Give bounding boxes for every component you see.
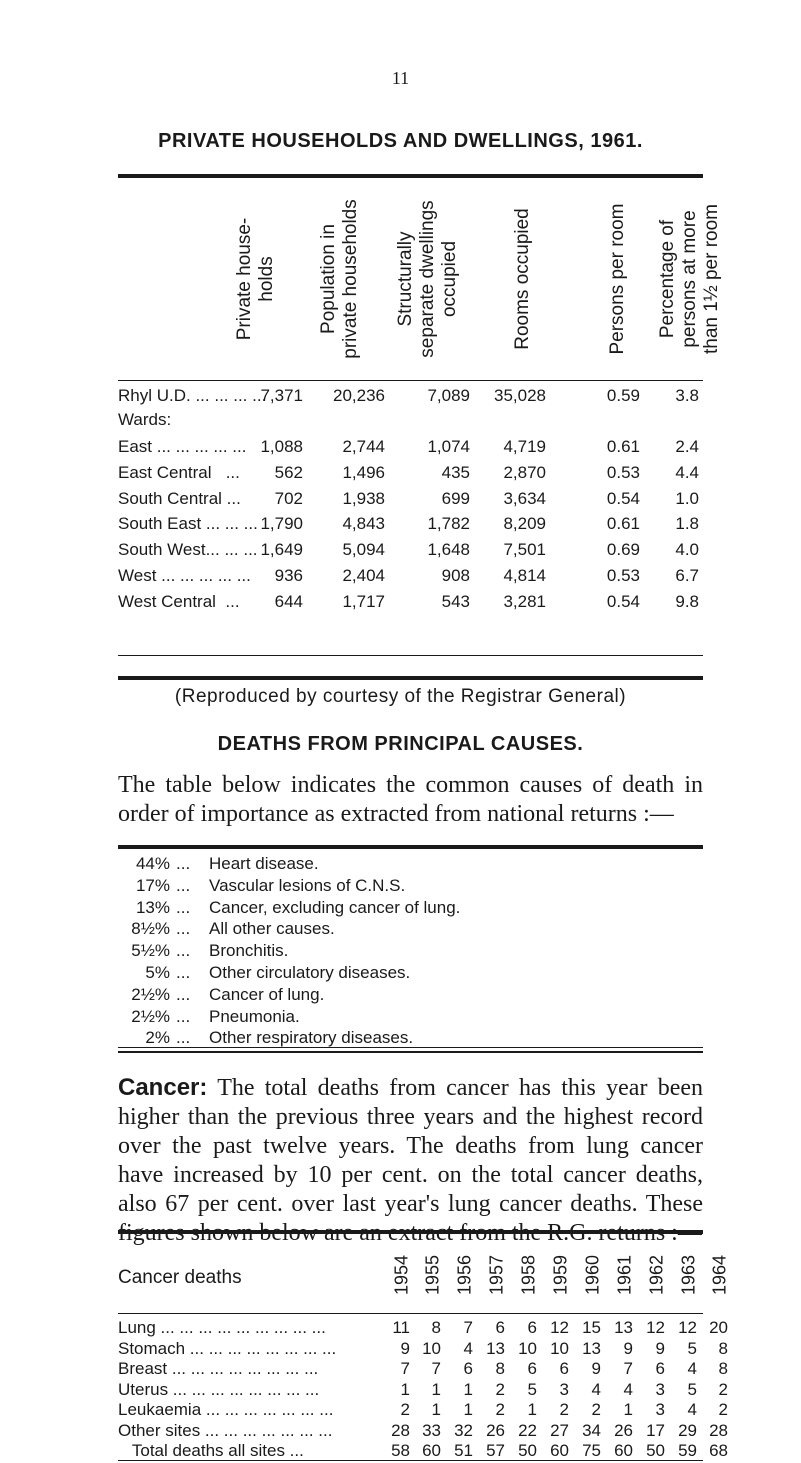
table-cell: 7 [431,1359,441,1378]
households-column-header-label: Population in private households [318,199,361,359]
table-cell: 26 [486,1420,505,1440]
cancer-lead: Cancer: [118,1074,208,1101]
table-cell: 1,717 [342,591,385,611]
table-cell: 3,634 [503,488,546,508]
table-cell: 2.4 [675,437,699,456]
table-cell: 4,814 [503,566,546,585]
table-cell: 4 [463,1338,473,1358]
table-cell: 60 [550,1441,569,1460]
table-cell: 75 [582,1441,601,1460]
table-cell: 2 [559,1400,569,1419]
table-cell: 5 [527,1379,537,1399]
table-cell: 0.69 [606,540,640,560]
row-label: Stomach ... ... ... ... ... ... ... ... [118,1338,337,1358]
year-label: 1957 [486,1254,507,1296]
year-label: 1963 [678,1254,699,1296]
table-cell: 543 [441,591,470,611]
table-row [118,1318,728,1340]
cancer-table-top-rule [118,1230,703,1234]
table-cell: 4 [623,1379,633,1399]
table-cell: 50 [646,1441,665,1460]
table-cell: 5,094 [342,540,385,560]
table-cell: 1,074 [427,437,470,456]
row-label: Total deaths all sites ... [118,1441,304,1460]
table-cell: 435 [441,462,470,482]
table-cell: 908 [441,566,470,585]
table-cell: 33 [422,1420,441,1440]
year-label: 1954 [391,1254,412,1296]
table-cell: 1,782 [427,514,470,534]
table-cell: 562 [274,462,303,482]
cause-leader-dots: ... [176,984,191,1004]
year-header [514,1245,544,1305]
row-label: Wards: [118,410,172,429]
cause-percentage: 13% [135,897,170,917]
cause-percentage: 5½% [131,941,170,961]
table-cell: 13 [486,1338,505,1358]
table-cell: 1.0 [675,488,699,508]
table-cell: 1 [431,1379,441,1399]
table-cell: 6 [495,1318,505,1337]
year-header [610,1245,640,1305]
households-column-header [657,180,723,378]
table-cell: 27 [550,1420,569,1440]
households-title: PRIVATE HOUSEHOLDS AND DWELLINGS, 1961. [158,130,643,152]
table-row [118,592,703,614]
households-column-header-label: Percentage of persons at more than 1½ per room [657,204,722,354]
table-cell: 1 [527,1400,537,1419]
table-row [118,386,703,408]
table-cell: 29 [678,1420,697,1440]
cause-name: Pneumonia. [209,1006,300,1026]
table-cell: 2 [718,1379,728,1399]
table-row [118,514,703,536]
year-header [705,1245,735,1305]
table-cell: 10 [422,1338,441,1358]
table-cell: 1,649 [260,540,303,560]
table-cell: 8,209 [503,514,546,534]
year-label: 1958 [518,1254,539,1296]
table-cell: 2 [718,1400,728,1419]
table-cell: 32 [454,1420,473,1440]
cause-percentage: 17% [135,875,170,895]
table-cell: 9 [591,1359,601,1378]
table-row [118,1359,728,1381]
table-cell: 10 [518,1338,537,1358]
table-cell: 2,870 [503,462,546,482]
table-cell: 4 [687,1400,697,1419]
table-cell: 13 [614,1318,633,1337]
households-column-header-label: Structurally separate dwellings occupied [395,200,460,358]
causes-top-rule [118,845,703,849]
table-cell: 0.61 [606,514,640,534]
table-cell: 2,404 [342,566,385,585]
cause-leader-dots: ... [176,1028,191,1048]
table-cell: 22 [518,1420,537,1440]
cause-leader-dots: ... [176,919,191,939]
table-cell: 6.7 [675,566,699,585]
table-cell: 13 [582,1338,601,1358]
cause-leader-dots: ... [176,941,191,961]
year-label: 1960 [582,1254,603,1296]
table-cell: 702 [274,488,303,508]
table-cell: 1 [400,1379,410,1399]
table-cell: 4,719 [503,437,546,456]
table-cell: 6 [463,1359,473,1378]
cancer-paragraph [118,1073,703,1248]
year-header [418,1245,448,1305]
table-cell: 6 [559,1359,569,1378]
table-cell: 10 [550,1338,569,1358]
table-cell: 1 [463,1379,473,1399]
table-cell: 34 [582,1420,601,1440]
year-header [674,1245,704,1305]
cancer-header-rule [118,1313,703,1314]
table-row [118,1338,728,1361]
table-cell: 7,501 [503,540,546,560]
cause-percentage: 2½% [131,984,170,1004]
table-cell: 2 [591,1400,601,1419]
table-cell: 3 [655,1379,665,1399]
cause-name: Other respiratory diseases. [209,1028,414,1048]
header-rule [118,380,703,381]
table-cell: 12 [550,1318,569,1337]
table-cell: 7 [463,1318,473,1337]
table-cell: 936 [274,566,303,585]
table-cell: 3,281 [503,591,546,611]
row-label: Breast ... ... ... ... ... ... ... ... [118,1359,319,1378]
table-cell: 6 [527,1318,537,1337]
households-column-header [477,180,569,378]
table-cell: 8 [495,1359,505,1378]
table-cell: 20,236 [333,386,385,405]
table-cell: 59 [678,1441,697,1460]
table-row [118,1400,728,1422]
table-cell: 3.8 [675,386,699,405]
year-header [546,1245,576,1305]
table-cell: 1,790 [260,514,303,534]
row-label: East ... ... ... ... ... [118,437,247,456]
table-cell: 12 [678,1318,697,1337]
table-cell: 699 [441,488,470,508]
list-item [118,919,703,940]
cause-name: Bronchitis. [209,941,289,961]
table-cell: 1,938 [342,488,385,508]
table-cell: 7 [623,1359,633,1378]
cause-name: Vascular lesions of C.N.S. [209,875,406,895]
cause-name: Cancer, excluding cancer of lung. [209,897,461,917]
cause-name: Other circulatory diseases. [209,963,411,982]
households-column-header [570,180,666,378]
deaths-title: DEATHS FROM PRINCIPAL CAUSES. [217,733,584,755]
list-item [118,963,703,984]
table-cell: 4 [687,1359,697,1378]
table-cell: 60 [422,1441,441,1460]
table-cell: 11 [392,1318,410,1337]
row-label: Other sites ... ... ... ... ... ... ... [118,1420,333,1440]
year-label: 1955 [422,1254,443,1296]
table-cell: 6 [655,1359,665,1378]
list-item [118,854,703,875]
table-cell: 2,744 [342,437,385,456]
list-item [118,941,703,962]
page-number: 11 [391,68,410,88]
table-cell: 0.53 [606,462,640,482]
table-cell: 20 [709,1318,728,1337]
table-cell: 1 [623,1400,633,1419]
table-cell: 51 [454,1441,473,1460]
list-item [118,985,703,1006]
table-cell: 2 [495,1400,505,1419]
table-cell: 1,648 [427,540,470,560]
table-cell: 28 [709,1420,728,1440]
cancer-total-rule [118,1460,703,1461]
table-cell: 0.53 [606,566,640,585]
table-cell: 17 [646,1420,665,1440]
table-cell: 8 [718,1338,728,1358]
row-label: West Central ... [118,591,240,611]
table-row [118,566,703,588]
table-cell: 60 [614,1441,633,1460]
year-label: 1956 [454,1254,475,1296]
table-cell: 9 [400,1338,410,1358]
table-row [118,410,703,432]
cancer-table-header: Cancer deaths [118,1267,242,1288]
row-label: South East ... ... ... [118,514,258,534]
table-cell: 0.61 [606,437,640,456]
cancer-text: The total deaths from cancer has this year been higher than the previous three years and the highest record over the past twelve years. The deaths from lung cancer have increased by 10 per cent. on the total cancer deaths, also 67 per cent. over last year's lung cancer deaths. These [118,1075,703,1217]
table-cell: 68 [709,1441,728,1460]
table-cell: 26 [614,1420,633,1440]
table-bottom-rule [118,676,703,680]
list-item [118,898,703,919]
cause-name: Cancer of lung. [209,984,325,1004]
table-cell: 1,088 [260,437,303,456]
table-cell: 4.4 [675,462,699,482]
year-header [450,1245,480,1305]
cause-leader-dots: ... [176,875,191,895]
households-column-header [298,180,382,378]
table-cell: 6 [527,1359,537,1378]
table-cell: 57 [486,1441,505,1460]
table-cell: 1 [431,1400,441,1419]
households-column-header [219,180,293,378]
table-row [118,489,703,511]
cause-percentage: 44% [135,854,170,873]
table-cell: 7 [400,1359,410,1378]
table-cell: 4,843 [342,514,385,534]
table-row [118,540,703,562]
table-cell: 1.8 [675,514,699,534]
table-cell: 3 [655,1400,665,1419]
row-label: Rhyl U.D. ... ... ... ... [118,386,267,405]
table-cell: 9 [623,1338,633,1358]
row-label: South West... ... ... [118,540,258,560]
year-header [642,1245,672,1305]
cause-leader-dots: ... [176,1006,191,1026]
table-cell: 1 [463,1400,473,1419]
row-label: South Central ... [118,488,241,508]
table-row [118,463,703,485]
table-row [118,1420,728,1443]
year-header [482,1245,512,1305]
row-label: West ... ... ... ... ... [118,566,251,585]
row-label: Lung ... ... ... ... ... ... ... ... ... [118,1318,326,1337]
table-row [118,437,703,459]
table-cell: 35,028 [494,386,546,405]
causes-bottom-rule-2 [118,1051,703,1053]
table-cell: 5 [687,1338,697,1358]
year-header [578,1245,608,1305]
table-cell: 0.54 [606,488,640,508]
cause-name: All other causes. [209,919,335,939]
row-label: East Central ... [118,462,240,482]
list-item [118,876,703,897]
total-rule [118,655,703,656]
table-cell: 644 [274,591,303,611]
households-column-header-label: Private house- holds [234,217,277,341]
table-cell: 50 [518,1441,537,1460]
table-cell: 28 [391,1420,410,1440]
cause-percentage: 5% [145,963,170,982]
cause-leader-dots: ... [176,963,191,982]
table-cell: 9.8 [675,591,699,611]
households-column-header-label: Rooms occupied [512,208,533,350]
table-cell: 7,371 [260,386,303,405]
list-item [118,1007,703,1028]
table-top-rule [118,174,703,178]
year-label: 1962 [646,1254,667,1296]
table-cell: 0.59 [606,386,640,405]
cause-leader-dots: ... [176,854,191,873]
year-header [387,1245,417,1305]
table-cell: 1,496 [342,462,385,482]
year-label: 1959 [550,1254,571,1296]
table-cell: 2 [495,1379,505,1399]
row-label: Leukaemia ... ... ... ... ... ... ... [118,1400,334,1419]
table-cell: 4.0 [675,540,699,560]
table-cell: 8 [718,1359,728,1378]
table-row [118,1379,728,1402]
year-label: 1964 [709,1254,730,1296]
table-cell: 8 [431,1318,441,1337]
table-cell: 0.54 [606,591,640,611]
cause-percentage: 2% [145,1028,170,1048]
table-cell: 2 [400,1400,410,1419]
table-cell: 4 [591,1379,601,1399]
row-label: Uterus ... ... ... ... ... ... ... ... [118,1379,320,1399]
cause-name: Heart disease. [209,854,319,873]
deaths-intro: The table below indicates the common causes of death in order of importance as extracted from national returns :— [118,772,703,827]
year-label: 1961 [614,1254,635,1296]
cause-percentage: 8½% [131,919,170,939]
cause-percentage: 2½% [131,1006,170,1026]
households-column-header-label: Persons per room [607,203,628,355]
table-cell: 7,089 [427,386,470,405]
households-column-header [384,180,472,378]
table-cell: 15 [582,1318,601,1337]
causes-bottom-rule [118,1047,703,1048]
table-cell: 58 [391,1441,410,1460]
source-note: (Reproduced by courtesy of the Registrar General) [174,686,627,707]
table-cell: 12 [646,1318,665,1337]
cause-leader-dots: ... [176,897,191,917]
table-cell: 3 [559,1379,569,1399]
table-cell: 9 [655,1338,665,1358]
table-cell: 5 [687,1379,697,1399]
